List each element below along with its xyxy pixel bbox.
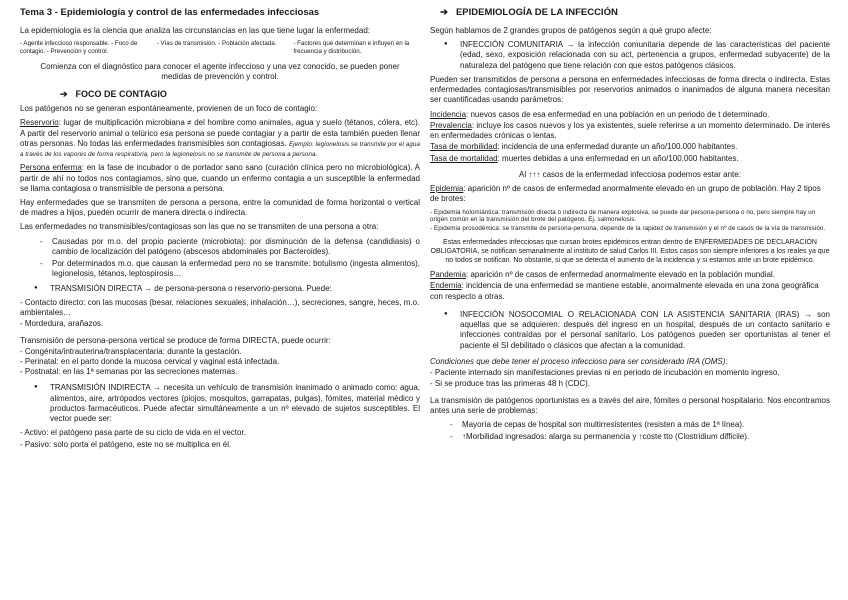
arrow-icon: ➔ (60, 88, 68, 99)
section-heading-foco: ➔ FOCO DE CONTAGIO (60, 88, 167, 99)
conditions-heading: Condiciones que debe tener el proceso infeccioso para ser considerado IRA (OMS): (430, 356, 728, 366)
param-term: Tasa de morbilidad (430, 142, 498, 152)
document-title: Tema 3 - Epidemiología y control de las enfermedades infecciosas (20, 7, 320, 18)
directa-list (20, 284, 420, 294)
left-column (20, 22, 420, 454)
comunitaria-list (430, 40, 830, 71)
endemia-paragraph (430, 281, 830, 301)
vertical-paragraph: Transmisión de persona-persona vertical se produce de forma DIRECTA, puede ocurrir: (20, 335, 331, 345)
condition-item: - Si se produce tras las primeras 48 h (CDC). (430, 379, 591, 389)
list-item: - Mayoría de cepas de hospital son multirresistentes (resisten a más de 1ª línea). (444, 420, 830, 430)
factor-group: - Factores que determinan e influyen en la frecuencia y distribución. (293, 40, 410, 56)
vertical-item: - Postnatal: en las 1ª semanas por las secreciones maternas. (20, 367, 238, 377)
factor-list (20, 40, 420, 56)
reservorio-term: Reservorio (20, 118, 59, 128)
al-paragraph: Al ↑↑↑ casos de la enfermedad infecciosa podemos estar ante: (519, 169, 741, 179)
problems-list (430, 420, 830, 442)
list-item: - Causadas por m.o. del propio paciente (microbiota): por disminución de la defensa (candidiasis) o cambio de localización del patógeno (abscesos abdominales por Bacteroides). (34, 237, 420, 257)
no-transmit-list (20, 237, 420, 280)
brote-item: - Epidemia holomiántica: transmisión directa o indirecta de manera explosiva, se puede dar persona-persona o no, pero siempre hay un origen común en la transmisión del brote del patógeno. Ej. salmonelosis. (430, 208, 816, 224)
param-text: : muertes debidas a una enfermedad en un año/100.000 habitantes. (497, 153, 739, 163)
pandemia-text: : aparición nº de casos de enfermedad anormalmente elevado en la población mundial. (466, 270, 775, 280)
center-note: Comienza con el diagnóstico para conocer el agente infeccioso y una vez conocido, se pueden poner medidas de prevención y control. (40, 62, 400, 82)
epidemia-text: : aparición nº de casos de enfermedad anormalmente elevado en un grupo de población. Hay 2 tipos de brotes: (430, 184, 821, 204)
right-column (430, 22, 830, 446)
intro-paragraph: La epidemiología es la ciencia que analiza las circunstancias en las que tiene lugar la enfermedad: (20, 26, 370, 35)
factor-group: - Vías de transmisión. - Población afectada. (156, 40, 277, 48)
right-heading: ➔ EPIDEMIOLOGÍA DE LA INFECCIÓN (440, 7, 618, 18)
param-term: Tasa de mortalidad (430, 153, 498, 163)
edo-paragraph: Estas enfermedades infecciosas que cursan brotes epidémicos entran dentro de ENFERMEDADES DE DECLARACIÓN OBLIGATORIA, se notifican semanalmente al instituto de salud Carlos III. Estos casos son siempre inferiores a los reales ya que no todos se notifican. No obstante, si que se detecta el aumento de la incidencia y si estamos ante un brote epidémico. (430, 239, 830, 265)
list-item: ● TRANSMISIÓN INDIRECTA → necesita un vehículo de transmisión inanimado o animado como: agua, alimentos, aire, artrópodos vectores (piojos, mosquitos, garrapatas, pulgas), fómites, material médico y productos farmacéuticos. Puede afectar simultáneamente a un nº elevado de sujetos susceptibles. El vector puede ser: (20, 383, 420, 424)
param-item (430, 154, 830, 164)
param-text: : incidencia de una enfermedad durante un año/100.000 habitantes. (497, 142, 738, 152)
vector-item: - Pasivo: solo porta el patógeno, este no se multiplica en él. (20, 439, 232, 449)
param-item (430, 121, 830, 141)
oportunistas-paragraph: La transmisión de patógenos oportunistas es a través del aire, fómites o personal hospitalario. Nos encontramos antes una serie de problemas: (430, 395, 830, 415)
directa-item: - Mordedura, arañazos. (20, 319, 104, 329)
epidemia-term: Epidemia (430, 184, 464, 194)
reservorio-example: Ejemplo: legionelosis se transmite por el agua a través de los vapores de forma respiratoria, pero la legionelosis no se transmite de persona a persona. (20, 140, 420, 159)
list-item: - ↑Morbilidad ingresados: alarga su permanencia y ↑coste tto (Clostridium difficile). (444, 432, 830, 442)
right-intro: Según hablamos de 2 grandes grupos de patógenos según a qué grupo afecte: (430, 26, 712, 35)
list-item: ● INFECCIÓN NOSOCOMIAL O RELACIONADA CON LA ASISTENCIA SANITARIA (IRAS) → son aquellas que se adquieren: después del ingreso en un hospital, después de un contacto sanitario e infecciones contraídas por el personal sanitario. Los patógenos pueden ser oportunistas al tener el paciente el SI debilitado o clásicos que afectan a la comunidad. (430, 310, 830, 351)
param-term: Incidencia (430, 109, 467, 119)
foco-intro: Los patógenos no se generan espontáneamente, provienen de un foco de contagio: (20, 104, 318, 114)
vertical-item: - Congénita/intrauterina/transplacentaria: durante la gestación. (20, 346, 242, 356)
param-term: Prevalencia (430, 120, 472, 130)
list-item: ● INFECCIÓN COMUNITARIA → la infección comunitaria depende de las características del paciente (edad, sexo, exposición relacionada con su act, pertenencia a grupos, enfermedad subyacente) de la naturaleza del patógeno que tiene relación con que estos patógenos clásicos. (430, 40, 830, 71)
arrow-icon: ➔ (440, 7, 448, 18)
reservorio-paragraph (20, 118, 420, 159)
persona-term: Persona enferma (20, 163, 82, 173)
pandemia-paragraph (430, 270, 830, 280)
reservorio-text: : lugar de multiplicación microbiana ≠ del hombre como animales, agua y suelo (tétanos, cólera, etc). A partir del reservorio animal o telúrico esa persona se puede contagiar y a partir de esta también pueden llenar otras personas. No todas las enfermedades transmisibles son contagiosas. (20, 118, 420, 148)
indirecta-list (20, 383, 420, 424)
endemia-term: Endemia (430, 281, 462, 291)
transmit-paragraph: Hay enfermedades que se transmiten de persona a persona, entre la comunidad de forma horizontal o vertical de madres a hijos, pueden ocurrir de manera directa o indirecta. (20, 197, 420, 218)
param-text: : nuevos casos de esa enfermedad en una población en un periodo de t determinado. (466, 109, 770, 119)
endemia-text: : incidencia de una enfermedad se mantiene estable, anormalmente elevada en una zona geográfica con respecto a otras. (430, 281, 819, 301)
vector-item: - Activo: el patógeno pasa parte de su ciclo de vida en el vector. (20, 428, 246, 438)
nosocomial-list (430, 310, 830, 351)
epidemia-paragraph (430, 184, 830, 204)
right-transmit-paragraph: Pueden ser transmitidos de persona a persona en enfermedades infecciosas de forma directa o indirecta. Estas enfermedades contagiosas/transmisibles por reservorios animados o inanimados de alguna manera necesitan ser cuantificadas usando parámetros: (430, 74, 830, 105)
factor-group: - Agente infeccioso responsable. - Foco de contagio. - Prevención y control. (20, 40, 138, 56)
param-item (430, 142, 830, 152)
vertical-item: - Perinatal: en el parto donde la mucosa cervical y vaginal está infectada. (20, 357, 280, 367)
persona-text: : en la fase de incubador o de portador sano sano (curación clínica pero no microbiológica). A partir de ahí no todos nos contagiamos, sino que, cuando un enfermo contagia a un susceptible la enfermedad se llama contagiosa o transmisible de persona a persona. (20, 163, 421, 193)
list-item: ● TRANSMISIÓN DIRECTA → de persona-persona o reservorio-persona. Puede: (20, 284, 420, 294)
directa-item: - Contacto directo: con las mucosas (besar, relaciones sexuales, inhalación…), secreciones, sangre, heces, m.o. ambientales… (20, 297, 420, 318)
list-item: - Por determinados m.o. que causan la enfermedad pero no se transmite: botulismo (ingesta alimentos), legionelosis, tétanos, leptospirosis… (34, 259, 420, 279)
param-item (430, 110, 830, 120)
no-transmit-paragraph: Las enfermedades no transmisibles/contagiosas son las que no se transmiten de una persona a otra: (20, 222, 379, 232)
param-text: : incluye los casos nuevos y los ya existentes, suele referirse a un momento determinado. De interés en enfermedades crónicas o lentas. (430, 120, 830, 141)
pandemia-term: Pandemia (430, 270, 467, 280)
persona-paragraph (20, 163, 420, 194)
brote-item: - Epidemia prosodémica: se transmite de persona-persona, depende de la rapidez de transmisión y el nº de casos de la vía de transmisión. (430, 225, 826, 233)
condition-item: - Paciente internado sin manifestaciones previas ni en periodo de incubación en momento ingreso. (430, 368, 780, 378)
